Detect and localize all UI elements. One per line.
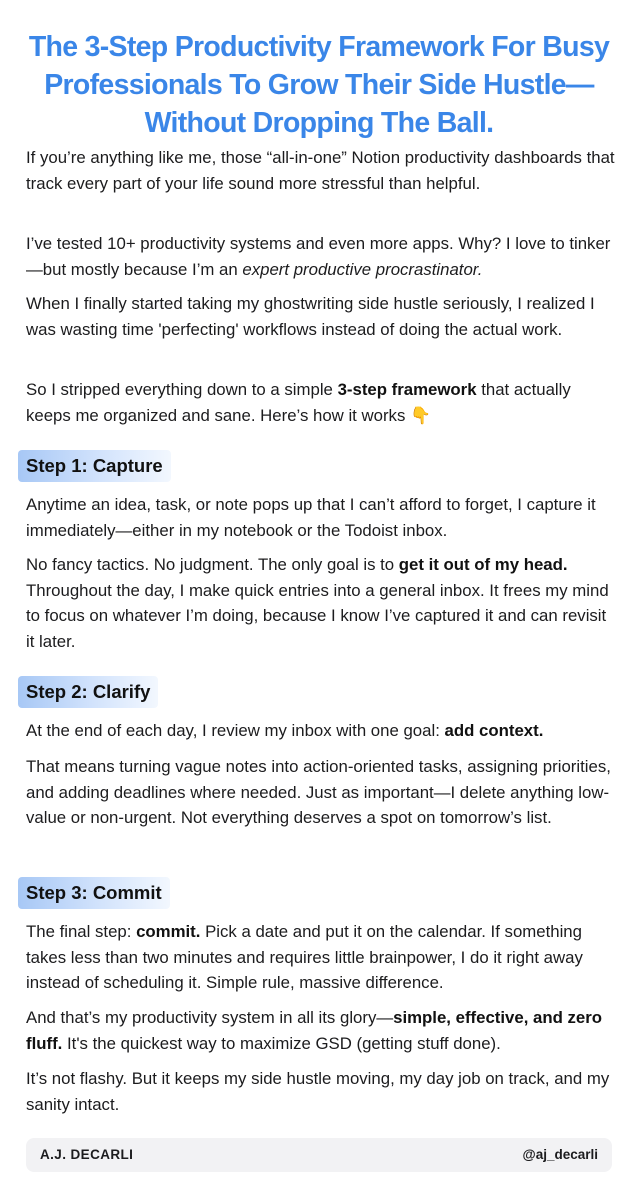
step-1-paragraph-2-bold: get it out of my head. bbox=[398, 555, 568, 574]
pointing-down-icon: 👇 bbox=[410, 404, 431, 425]
step-3-paragraph-1-text-a: The final step: bbox=[26, 922, 137, 941]
author-handle: @aj_decarli bbox=[522, 1147, 598, 1162]
post-title: The 3-Step Productivity Framework For Busy Professionals To Grow Their Side Hustle—Without Dropping The Ball. bbox=[28, 31, 610, 139]
step-3-paragraph-2 bbox=[26, 1005, 616, 1056]
intro-paragraph-4 bbox=[26, 377, 616, 428]
step-3-paragraph-2-text-a: And that’s my productivity system in all its glory— bbox=[26, 1008, 394, 1027]
intro-paragraph-2-text: I’ve tested 10+ productivity systems and even more apps. Why? I love to tinker—but mostly because I’m an bbox=[26, 234, 611, 279]
intro-paragraph-3: When I finally started taking my ghostwriting side hustle seriously, I realized I was wasting time 'perfecting' workflows instead of doing the actual work. bbox=[26, 294, 595, 339]
footer-bar bbox=[26, 1138, 612, 1172]
step-2-paragraph-1 bbox=[26, 718, 616, 744]
step-1-heading: Step 1: Capture bbox=[18, 450, 171, 482]
step-2-paragraph-1-bold: add context. bbox=[444, 721, 544, 740]
step-1-paragraph-2-text-a: No fancy tactics. No judgment. The only goal is to bbox=[26, 555, 399, 574]
intro-paragraph-4-text-a: So I stripped everything down to a simple bbox=[26, 380, 338, 399]
step-3-paragraph-1-bold: commit. bbox=[136, 922, 201, 941]
step-1-paragraph-2-text-b: Throughout the day, I make quick entries into a general inbox. It frees my mind to focus on whatever I’m doing, because I know I’ve captured it and can revisit it later. bbox=[26, 580, 609, 651]
intro-paragraph-4-text-b: that actually keeps me organized and sane. Here’s how it works bbox=[26, 380, 571, 425]
intro-paragraph-2 bbox=[26, 231, 616, 282]
step-1-paragraph-2 bbox=[26, 552, 616, 654]
step-3-heading: Step 3: Commit bbox=[18, 877, 170, 909]
step-1-paragraph-1: Anytime an idea, task, or note pops up that I can’t afford to forget, I capture it immediately—either in my notebook or the Todoist inbox. bbox=[26, 495, 596, 540]
intro-paragraph-2-emphasis: expert productive procrastinator. bbox=[242, 259, 483, 279]
step-3-paragraph-2-bold: simple, effective, and zero fluff. bbox=[26, 1008, 603, 1053]
intro-paragraph-4-bold: 3-step framework bbox=[337, 380, 477, 399]
intro-paragraph-1: If you’re anything like me, those “all-in-one” Notion productivity dashboards that track every part of your life sound more stressful than helpful. bbox=[26, 148, 615, 193]
step-3-paragraph-1-text-b: Pick a date and put it on the calendar. If something takes less than two minutes and requires little brainpower, I do it right away instead of scheduling it. Simple rule, massive difference. bbox=[26, 922, 583, 992]
step-3-paragraph-2-text-b: It's the quickest way to maximize GSD (getting stuff done). bbox=[62, 1033, 501, 1053]
step-2-paragraph-1-text: At the end of each day, I review my inbox with one goal: bbox=[26, 721, 445, 740]
step-3-paragraph-1 bbox=[26, 919, 616, 996]
step-2-heading: Step 2: Clarify bbox=[18, 676, 158, 708]
step-3-paragraph-3: It’s not flashy. But it keeps my side hustle moving, my day job on track, and my sanity intact. bbox=[26, 1069, 610, 1114]
author-name: A.J. DECARLI bbox=[40, 1147, 134, 1162]
step-2-paragraph-2: That means turning vague notes into action-oriented tasks, assigning priorities, and adding deadlines where needed. Just as important—I delete anything low-value or non-urgent. Not everything deserves a spot on tomorrow’s list. bbox=[26, 757, 611, 827]
